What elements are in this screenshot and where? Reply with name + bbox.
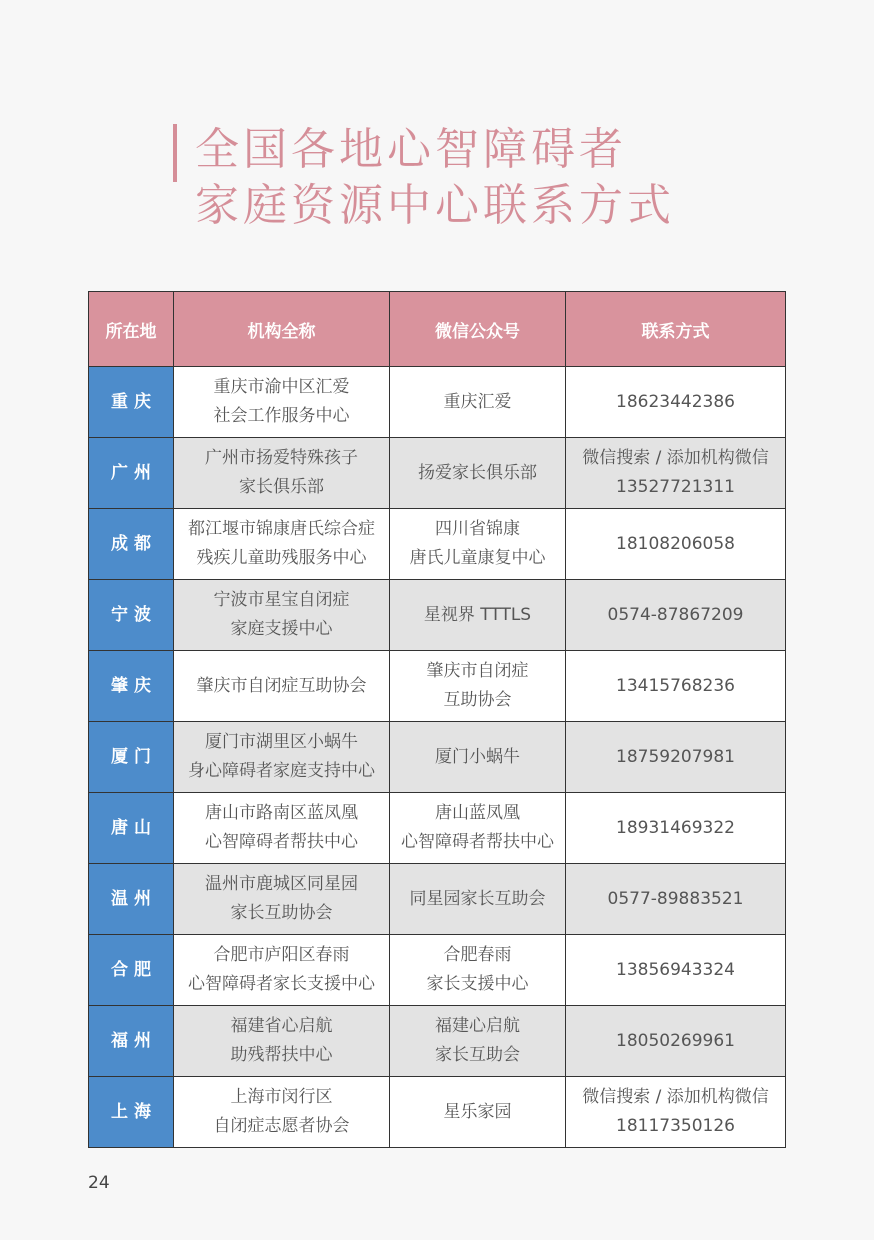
wechat-cell: 扬爱家长俱乐部 — [390, 438, 566, 509]
org-cell: 重庆市渝中区汇爱 社会工作服务中心 — [174, 367, 390, 438]
table-row — [89, 367, 786, 438]
org-cell: 都江堰市锦康唐氏综合症 残疾儿童助残服务中心 — [174, 509, 390, 580]
header-location: 所在地 — [89, 292, 174, 367]
title-accent-bar — [173, 124, 177, 182]
contacts-table — [88, 291, 786, 1148]
table-row — [89, 651, 786, 722]
contact-cell: 18931469322 — [566, 793, 786, 864]
table-row — [89, 509, 786, 580]
org-cell: 宁波市星宝自闭症 家庭支援中心 — [174, 580, 390, 651]
city-cell: 厦门 — [89, 722, 174, 793]
city-cell: 福州 — [89, 1006, 174, 1077]
table-row — [89, 580, 786, 651]
contact-cell: 18108206058 — [566, 509, 786, 580]
contact-cell: 18623442386 — [566, 367, 786, 438]
city-cell: 重庆 — [89, 367, 174, 438]
contact-cell: 微信搜索 / 添加机构微信 13527721311 — [566, 438, 786, 509]
city-cell: 成都 — [89, 509, 174, 580]
city-cell: 合肥 — [89, 935, 174, 1006]
contact-cell: 0574-87867209 — [566, 580, 786, 651]
table-row — [89, 1077, 786, 1148]
page-number: 24 — [88, 1173, 110, 1193]
city-cell: 广州 — [89, 438, 174, 509]
org-cell: 合肥市庐阳区春雨 心智障碍者家长支援中心 — [174, 935, 390, 1006]
contact-cell: 微信搜索 / 添加机构微信 18117350126 — [566, 1077, 786, 1148]
wechat-cell: 星视界 TTTLS — [390, 580, 566, 651]
wechat-cell: 肇庆市自闭症 互助协会 — [390, 651, 566, 722]
wechat-cell: 福建心启航 家长互助会 — [390, 1006, 566, 1077]
city-cell: 宁波 — [89, 580, 174, 651]
city-cell: 上海 — [89, 1077, 174, 1148]
contact-cell: 18759207981 — [566, 722, 786, 793]
org-cell: 唐山市路南区蓝凤凰 心智障碍者帮扶中心 — [174, 793, 390, 864]
wechat-cell: 四川省锦康 唐氏儿童康复中心 — [390, 509, 566, 580]
org-cell: 广州市扬爱特殊孩子 家长俱乐部 — [174, 438, 390, 509]
wechat-cell: 星乐家园 — [390, 1077, 566, 1148]
table-row — [89, 438, 786, 509]
wechat-cell: 重庆汇爱 — [390, 367, 566, 438]
page-title — [195, 122, 675, 234]
header-wechat: 微信公众号 — [390, 292, 566, 367]
page-title-line-2: 家庭资源中心联系方式 — [195, 180, 675, 231]
city-cell: 唐山 — [89, 793, 174, 864]
contact-cell: 0577-89883521 — [566, 864, 786, 935]
org-cell: 温州市鹿城区同星园 家长互助协会 — [174, 864, 390, 935]
wechat-cell: 合肥春雨 家长支援中心 — [390, 935, 566, 1006]
contact-cell: 13856943324 — [566, 935, 786, 1006]
table-row — [89, 722, 786, 793]
page-title-line-1: 全国各地心智障碍者 — [195, 124, 627, 175]
contact-cell: 18050269961 — [566, 1006, 786, 1077]
city-cell: 肇庆 — [89, 651, 174, 722]
contact-cell: 13415768236 — [566, 651, 786, 722]
header-org-name: 机构全称 — [174, 292, 390, 367]
wechat-cell: 厦门小蜗牛 — [390, 722, 566, 793]
org-cell: 肇庆市自闭症互助协会 — [174, 651, 390, 722]
city-cell: 温州 — [89, 864, 174, 935]
table-row — [89, 1006, 786, 1077]
table-row — [89, 793, 786, 864]
org-cell: 福建省心启航 助残帮扶中心 — [174, 1006, 390, 1077]
wechat-cell: 同星园家长互助会 — [390, 864, 566, 935]
header-contact: 联系方式 — [566, 292, 786, 367]
wechat-cell: 唐山蓝凤凰 心智障碍者帮扶中心 — [390, 793, 566, 864]
table-row — [89, 935, 786, 1006]
table-header-row — [89, 292, 786, 367]
table-row — [89, 864, 786, 935]
org-cell: 厦门市湖里区小蜗牛 身心障碍者家庭支持中心 — [174, 722, 390, 793]
org-cell: 上海市闵行区 自闭症志愿者协会 — [174, 1077, 390, 1148]
